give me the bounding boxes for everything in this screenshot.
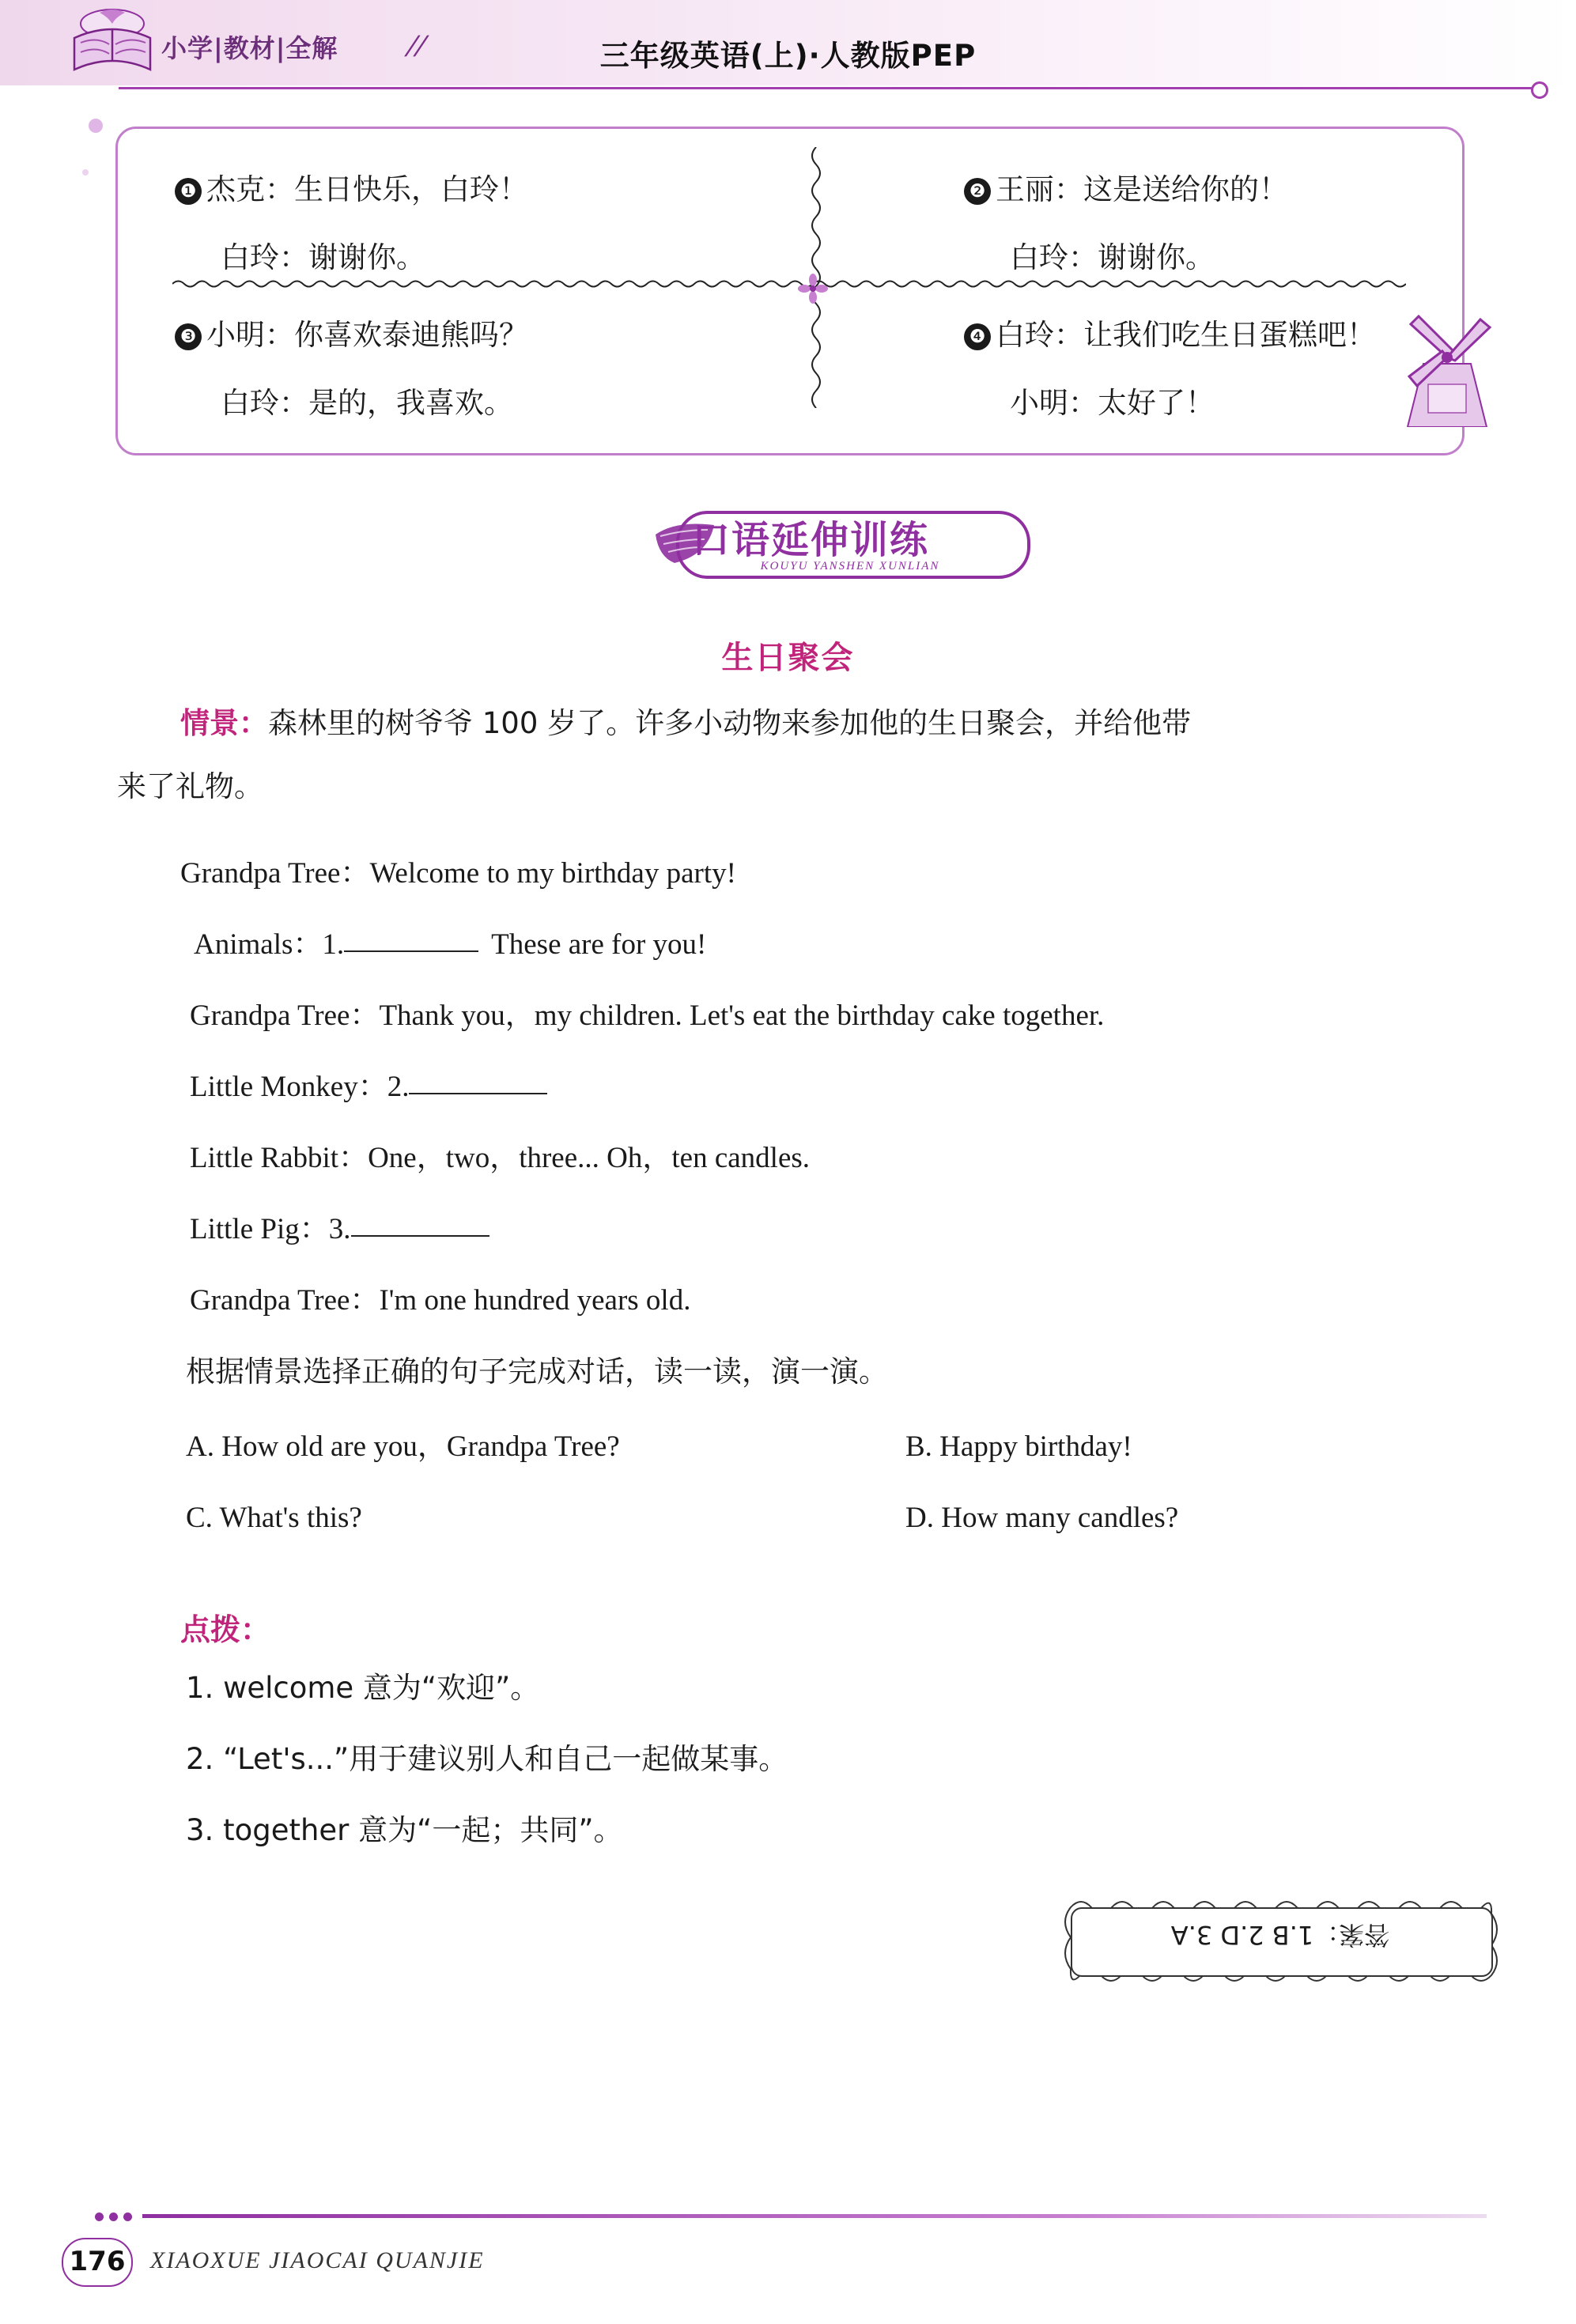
footer-dots [95,2211,142,2222]
dialog-box [115,127,1465,455]
dialogue-text-3: Thank you，my children. Let's eat the birthday cake together. [379,1000,1105,1032]
hint-3: 3. together 意为“一起；共同”。 [186,1813,623,1847]
dialogue-speaker-1: Grandpa Tree： [180,857,370,890]
dialogue-prefix-2: 1. [322,928,345,961]
dialogue-line-1 [180,850,736,897]
dialog-item-3-line2: 白玲：是的，我喜欢。 [221,386,513,420]
topic-title: 生日聚会 [721,640,855,676]
dialogue-text-5: One，two，three... Oh，ten candles. [368,1142,811,1174]
scene-text-1: 森林里的树爷爷 100 岁了。许多小动物来参加他的生日聚会，并给他带 [268,706,1192,740]
dialogue-line-7 [190,1277,690,1324]
dialogue-speaker-3: Grandpa Tree： [190,1000,380,1032]
dialog-item-2-line1 [964,165,1288,208]
dialog-number-2: ❷ [964,178,991,205]
brand-label: 小学|教材|全解 [161,33,338,63]
flower-icon [797,273,829,304]
dialogue-speaker-5: Little Rabbit： [190,1142,368,1174]
scene-line-1 [180,700,1191,747]
header-divider [119,87,1534,89]
dialogue-speaker-2: Animals： [194,928,323,961]
footer-pinyin: XIAOXUE JIAOCAI QUANJIE [150,2247,485,2273]
footer-divider [142,2214,1487,2218]
dialog-item-4-text: 白玲：让我们吃生日蛋糕吧！ [996,318,1376,352]
dialogue-text-7: I'm one hundred years old. [379,1284,691,1317]
choice-b[interactable]: B. Happy birthday! [905,1430,1132,1463]
dialogue-speaker-4: Little Monkey： [190,1071,387,1103]
dialogue-line-3 [190,992,1104,1040]
dialogue-prefix-4: 2. [387,1071,410,1103]
dialog-item-4-line2: 小明：太好了！ [1010,386,1215,420]
page-header [0,0,1576,103]
banner-pinyin: KOUYU YANSHEN XUNLIAN [760,560,940,572]
answer-box [1060,1898,1502,1985]
dialogue-text-1: Welcome to my birthday party! [369,857,736,890]
scene-line-2: 来了礼物。 [117,769,263,803]
dialog-item-2-text: 王丽：这是送给你的！ [996,172,1288,206]
dialog-item-1-text: 杰克：生日快乐，白玲！ [206,172,528,206]
hint-2: 2. “Let's...”用于建议别人和自己一起做某事。 [186,1742,788,1776]
dialog-item-1-line1 [175,165,528,208]
section-banner [581,498,1040,585]
hint-1: 1. welcome 意为“欢迎”。 [186,1671,540,1705]
decor-dot [89,119,103,133]
dialog-item-1-line2: 白玲：谢谢你。 [221,240,425,274]
dialogue-text-2: These are for you! [491,928,707,961]
dialogue-line-6 [190,1206,489,1253]
answer-blank-3[interactable] [351,1235,489,1237]
page-title: 三年级英语(上)·人教版PEP [599,39,977,73]
dialog-item-3-line1 [175,311,528,353]
dialogue-line-2 [194,921,706,969]
dialog-item-3-text: 小明：你喜欢泰迪熊吗？ [206,318,528,352]
dialog-number-1: ❶ [175,178,202,205]
hint-title: 点拨： [180,1612,271,1647]
dialog-item-4-line1 [964,311,1376,353]
dialogue-prefix-6: 3. [328,1213,351,1245]
choice-a[interactable]: A. How old are you，Grandpa Tree? [186,1430,620,1463]
choice-d[interactable]: D. How many candles? [905,1502,1179,1534]
dialogue-speaker-6: Little Pig： [190,1213,329,1245]
choice-c[interactable]: C. What's this? [186,1502,362,1534]
page-number: 176 [62,2238,133,2287]
dialogue-speaker-7: Grandpa Tree： [190,1284,380,1317]
dialog-number-4: ❹ [964,323,991,350]
windmill-icon [1376,308,1510,427]
brand-slash-deco: // [402,28,432,63]
answer-text: 答案：1.B 2.D 3.A [1170,1920,1390,1950]
decor-dot [82,169,89,176]
answer-blank-2[interactable] [409,1093,547,1094]
dialog-number-3: ❸ [175,323,202,350]
scene-label: 情景： [180,706,268,740]
dialog-item-2-line2: 白玲：谢谢你。 [1010,240,1215,274]
dialogue-line-5 [190,1135,810,1182]
instruction-text: 根据情景选择正确的句子完成对话，读一读，演一演。 [186,1355,888,1389]
wavy-divider-horizontal [172,278,1406,289]
answer-blank-1[interactable] [344,950,478,952]
dialogue-line-4 [190,1064,547,1111]
banner-title: 口语延伸训练 [691,518,929,562]
